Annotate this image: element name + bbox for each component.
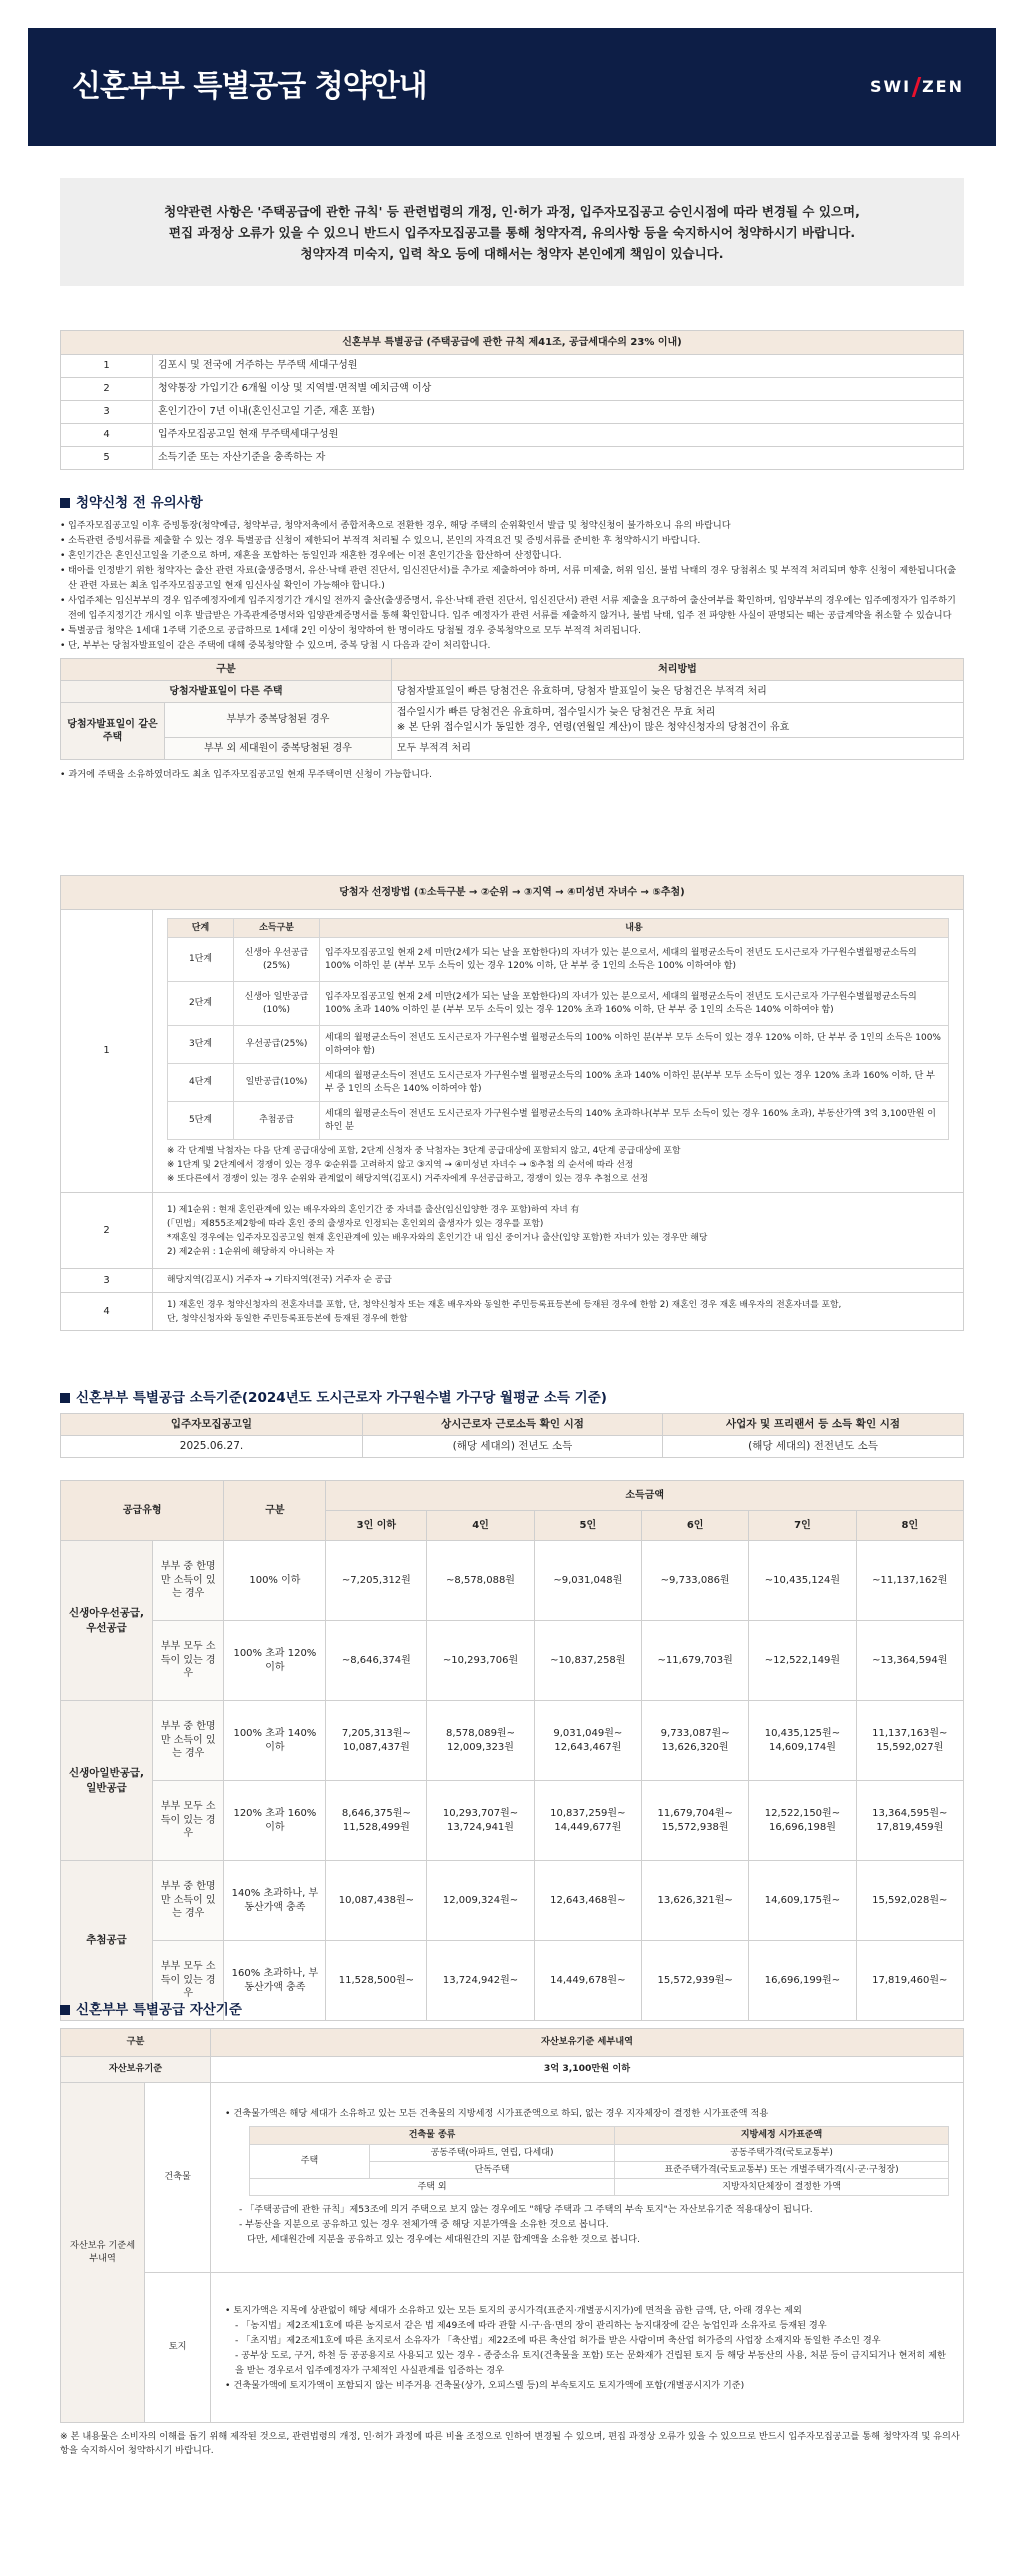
duplicate-win-table: 구분 처리방법 당첨자발표일이 다른 주택 당첨자발표일이 빠른 당첨건은 유효하며, 당첨자 발표일이 늦은 당첨건은 부적격 처리 당첨자발표일이 같은 주택 부부가 중복당첨된 경우 접수일시가 빠른 당첨건은 유효하며, 접수일시가 늦은 당첨건은 무효 처리 ※ 본 단위 접수일시가 동일한 경우, 연령(연월일 계산)이 많은 청약신청자의 당첨건이 유효 부부 외 세대원이 중복당첨된 경우 모두 부적격 처리 <box>60 658 964 760</box>
bottom-note: ※ 본 내용물은 소비자의 이해를 돕기 위해 제작된 것으로, 관련법령의 개정, 인·허가 과정에 따른 비율 조정으로 인하여 변경될 수 있으며, 편집 과정상 오류가 있을 수 있으므로 반드시 입주자모집공고를 통해 청약자격 및 유의사항을 숙지하시어 청약하시기 바랍니다. <box>60 2431 960 2456</box>
income-date-table: 입주자모집공고일 상시근로자 근로소득 확인 시점 사업자 및 프리랜서 등 소득 확인 시점 2025.06.27. (해당 세대의) 전년도 소득 (해당 세대의) 전전년도 소득 <box>60 1413 964 1458</box>
table-row: 부부 모두 소득이 있는 경우 160% 초과하나, 부동산가액 충족 11,528,500원~ 13,724,942원~ 14,449,678원~ 15,572,939원~ 16,696,199원~ 17,819,460원~ <box>61 1941 964 2021</box>
table-row: 부부 모두 소득이 있는 경우 100% 초과 120% 이하 ~8,646,374원 ~10,293,706원 ~10,837,258원 ~11,679,703원 ~12,522,149원 ~13,364,594원 <box>61 1621 964 1701</box>
precautions-section <box>60 493 964 782</box>
brand-logo: SWI ZEN <box>869 77 964 97</box>
asset-section <box>60 2000 964 2458</box>
notice-line: 편집 과정상 오류가 있을 수 있으니 반드시 입주자모집공고를 통해 청약자격, 유의사항 등을 숙지하시어 청약하시기 바랍니다. <box>168 224 856 240</box>
table-row: 추첨공급 부부 중 한명만 소득이 있는 경우 140% 초과하나, 부동산가액 충족 10,087,438원~ 12,009,324원~ 12,643,468원~ 13,626,321원~ 14,609,175원~ 15,592,028원~ <box>61 1861 964 1941</box>
list-item: • 소득관련 증빙서류를 제출할 수 있는 경우 특별공급 신청이 제한되어 부적격 처리될 수 있으니, 본인의 자격요건 및 증빙서류를 준비한 후 청약하시기 바랍니다. <box>60 533 964 548</box>
selection-section <box>60 875 964 1331</box>
list-item: • 사업주체는 임신부부의 경우 입주예정자에게 입주지정기간 개시일 전까지 출산(출생증명서, 유산·낙태 관련 진단서, 임신진단서) 관련 서류 제출을 요구하여 출산여부를 확인하며, 입양부부의 경우에는 입주예정자가 입주하기 전에 입주지정기간 개시일 이후 발급받은 가족관계증명서와 입양관계증명서를 통해 확인합니다. 입주 예정자가 관련 서류를 제출하지 않거나, 불법 낙태, 입주 전 파양한 사실이 판명되는 때는 공급계약을 취소할 수 있습니다 <box>60 593 964 623</box>
table-row: 부부 모두 소득이 있는 경우 120% 초과 160% 이하 8,646,375원~ 11,528,499원 10,293,707원~ 13,724,941원 10,837,259원~ 14,449,677원 11,679,704원~ 15,572,938원 12,522,150원~ 16,696,198원 13,364,595원~ 17,819,459원 <box>61 1781 964 1861</box>
table-row: 3 혼인기간이 7년 이내(혼인신고일 기준, 재혼 포함) <box>61 401 964 424</box>
table-row: 2 청약통장 가입기간 6개월 이상 및 지역별·면적별 예치금액 이상 <box>61 378 964 401</box>
income-section <box>60 1388 964 2021</box>
stage-table: 단계 소득구분 내용 1단계 신생아 우선공급(25%) 입주자모집공고일 현재 2세 미만(2세가 되는 날을 포함한다)의 자녀가 있는 분으로서, 세대의 월평균소득이 전년도 도시근로자 가구원수별월평균소득의 100% 이하인 분 (부부 모두 소득이 있는 경우 120% 이하, 단 부부 중 1인의 소득은 100% 이하여야 함) 2단계 신생아 일반공급(10%) 입주자모집공고일 현재 2세 미만(2세가 되는 날을 포함한다)의 자녀가 있는 분으로서, 세대의 월평균소득이 전년도 도시근로자 가구원수별월평균소득의 100% 초과 140% 이하인 분 (부부 모두 소득이 있는 경우 120% 초과 160% 이하, 단 부부 중 1인의 소득은 140% 이하여야 함) 3단계 우선공급(25%) 세대의 월평균소득이 전년도 도시근로자 가구원수별 월평균소득의 100% 이하인 분(부부 모두 소득이 있는 경우 120% 이하, 단 부부 중 1인의 소득은 100% 이하여야 함) 4단계 일반공급(10%) 세대의 월평균소득이 전년도 도시근로자 가구원수별 월평균소득의 100% 초과 140% 이하인 분(부부 모두 소득이 있는 경우 120% 초과 160% 이하, 단 부부 중 1인의 소득은 140% 이하여야 함) 5단계 추첨공급 세대의 월평균소득이 전년도 도시근로자 가구원수별 월평균소득의 140% 초과하나(부부 모두 소득이 있는 경우 160% 초과), 부동산가액 3억 3,100만원 이하인 분 <box>167 918 949 1140</box>
qualification-title: 신혼부부 특별공급 (주택공급에 관한 규칙 제41조, 공급세대수의 23% 이내) <box>61 331 964 355</box>
list-item: • 특별공급 청약은 1세대 1주택 기준으로 공급하므로 1세대 2인 이상이 청약하여 한 명이라도 당첨될 경우 중복청약으로 모두 부적격 처리됩니다. <box>60 623 964 638</box>
table-row: 5단계 추첨공급 세대의 월평균소득이 전년도 도시근로자 가구원수별 월평균소득의 140% 초과하나(부부 모두 소득이 있는 경우 160% 초과), 부동산가액 3억 3,100만원 이하인 분 <box>168 1102 949 1140</box>
income-table: 공급유형 구분 소득금액 3인 이하 4인 5인 6인 7인 8인 신생아우선공급, 우선공급 부부 중 한명만 소득이 있는 경우 100% 이하 ~7,205,312원 ~8,578,088원 ~9,031,048원 ~9,733,086원 ~10,435,124원 ~11,137,162원 부부 모두 소득이 있는 경우 100% 초과 120% 이하 ~8,646,374원 ~10,293,706원 ~10,837,258원 ~11,679,703원 ~12,522,149원 ~13,364,594원 신생아일반공급, 일반공급 부부 중 한명만 소득이 있는 경우 100% 초과 140% 이하 7,205,313원~ 10,087,437원 8,578,089원~ 12,009,323원 9,031,049원~ 12,643,467원 9,733,087원~ 13,626,320원 10,435,125원~ 14,609,174원 11,137,163원~ 15,592,027원 부부 모두 소득이 있는 경우 120% 초과 160% 이하 8,646,375원~ 11,528,499원 10,293,707원~ 13,724,941원 10,837,259원~ 14,449,677원 11,679,704원~ 15,572,938원 12,522,150원~ 16,696,198원 13,364,595원~ 17,819,459원 추첨공급 부부 중 한명만 소득이 있는 경우 140% 초과하나, 부동산가액 충족 10,087,438원~ 12,009,324원~ 12,643,468원~ 13,626,321원~ 14,609,175원~ 15,592,028원~ 부부 모두 소득이 있는 경우 160% 초과하나, 부동산가액 충족 11,528,500원~ 13,724,942원~ 14,449,678원~ 15,572,939원~ 16,696,199원~ 17,819,460원~ <box>60 1480 964 2021</box>
building-value-table: 건축물 종류 지방세정 시가표준액 주택 공동주택(아파트, 연립, 다세대) 공동주택가격(국토교통부) 단독주택 표준주택가격(국토교통부) 또는 개별주택가격(시·군·구청장) 주택 외 지방자치단체장이 결정한 가액 <box>249 2126 949 2196</box>
table-row: 신생아일반공급, 일반공급 부부 중 한명만 소득이 있는 경우 100% 초과 140% 이하 7,205,313원~ 10,087,437원 8,578,089원~ 12,009,323원 9,031,049원~ 12,643,467원 9,733,087원~ 13,626,320원 10,435,125원~ 14,609,174원 11,137,163원~ 15,592,027원 <box>61 1701 964 1781</box>
square-bullet-icon <box>60 498 70 508</box>
selection-table: 당첨자 선정방법 (①소득구분 → ②순위 → ③지역 → ④미성년 자녀수 → ⑤추첨) 1 단계 소득구분 내용 1단계 신생아 우선공급(25%) 입주자모집공고일 현재 2세 미만(2세가 되는 날을 포함한다)의 자녀가 있는 분으로서, 세대의 월평균소득이 전년도 도시근로자 가구원수별월평균소득의 100% 이하인 분 (부부 모두 소득이 있는 경우 120% 이하, 단 부부 중 1인의 소득은 100% 이하여야 함) 2단계 신생아 일반공급(10%) 입주자모집공고일 현재 2세 미만(2세가 되는 날을 포함한다)의 자녀가 있는 분으로서, 세대의 월평균소득이 전년도 도시근로자 가구원수별월평균소득의 100% 초과 140% 이하인 분 (부부 모두 소득이 있는 경우 120% 초과 160% 이하, 단 부부 중 1인의 소득은 140% 이하여야 함) 3단계 우선공급(25%) 세대의 월평균소득이 전년도 도시근로자 가구원수별 월평균소득의 100% 이하인 분(부부 모두 소득이 있는 경우 120% 이하, 단 부부 중 1인의 소득은 100% 이하여야 함) 4단계 일반공급(10%) 세대의 월평균소득이 전년도 도시근로자 가구원수별 월평균소득의 100% 초과 140% 이하인 분(부부 모두 소득이 있는 경우 120% 초과 160% 이하, 단 부부 중 1인의 소득은 140% 이하여야 함) 5단계 추첨공급 세대의 월평균소득이 전년도 도시근로자 가구원수별 월평균소득의 140% 초과하나(부부 모두 소득이 있는 경우 160% 초과), 부동산가액 3억 3,100만원 이하인 분 ※ 각 단계별 낙첨자는 다음 단계 공급대상에 포함, 2단계 신청자 중 낙첨자는 3단계 공급대상에 포함되지 않고, 4단계 공급대상에 포함 ※ 1단계 및 2단계에서 경쟁이 있는 경우 ②순위를 고려하지 않고 ③지역 → ④미성년 자녀수 → ⑤추첨 의 순서에 따라 선정 ※ 또다른에서 경쟁이 있는 경우 순위와 관계없이 해당지역(김포시) 거주자에게 우선공급하고, 경쟁이 있는 경우 추첨으로 선정 2 1) 제1순위 : 현재 혼인관계에 있는 배우자와의 혼인기간 중 자녀를 출산(임신입양한 경우 포함)하여 자녀 有 (「민법」제855조제2항에 따라 혼인 중의 출생자로 인정되는 혼인외의 출생자가 있는 경우를 포함) *재혼일 경우에는 입주자모집공고일 현재 혼인관계에 있는 배우자와의 혼인기간 내 임신 중이거나 출산(입양 포함)한 자녀가 있는 경우만 해당 2) 제2순위 : 1순위에 해당하지 아니하는 자 3 해당지역(김포시) 거주자 → 기타지역(전국) 거주자 순 공급 4 1) 재혼인 경우 청약신청자의 전혼자녀를 포함, 단, 청약신청자 또는 재혼 배우자와 동일한 주민등록표등본에 등재된 경우에 한함 2) 재혼인 경우 재혼 배우자의 전혼자녀를 포함, 단, 청약신청자와 동일한 주민등록표등본에 등재된 경우에 한함 <box>60 875 964 1331</box>
table-row: 4단계 일반공급(10%) 세대의 월평균소득이 전년도 도시근로자 가구원수별 월평균소득의 100% 초과 140% 이하인 분(부부 모두 소득이 있는 경우 120% 초과 160% 이하, 단 부부 중 1인의 소득은 140% 이하여야 함) <box>168 1064 949 1102</box>
section-heading: 신혼부부 특별공급 자산기준 <box>60 2000 964 2020</box>
footnote: • 과거에 주택을 소유하였더라도 최초 입주자모집공고일 현재 무주택이면 신청이 가능합니다. <box>60 769 432 780</box>
notice-line: 청약자격 미숙지, 입력 착오 등에 대해서는 청약자 본인에게 책임이 있습니다. <box>300 245 724 261</box>
logo-slash-icon <box>912 77 921 97</box>
section-heading: 신혼부부 특별공급 소득기준(2024년도 도시근로자 가구원수별 가구당 월평균 소득 기준) <box>60 1388 964 1408</box>
table-row: 3단계 우선공급(25%) 세대의 월평균소득이 전년도 도시근로자 가구원수별 월평균소득의 100% 이하인 분(부부 모두 소득이 있는 경우 120% 이하, 단 부부 중 1인의 소득은 100% 이하여야 함) <box>168 1026 949 1064</box>
selection-title: 당첨자 선정방법 (①소득구분 → ②순위 → ③지역 → ④미성년 자녀수 → ⑤추첨) <box>61 876 964 910</box>
qualification-section <box>60 330 964 470</box>
list-item: • 단, 부부는 당첨자발표일이 같은 주택에 대해 중복청약할 수 있으며, 중복 당첨 시 다음과 같이 처리합니다. <box>60 638 964 653</box>
disclaimer-box <box>60 178 964 286</box>
table-row: 신생아우선공급, 우선공급 부부 중 한명만 소득이 있는 경우 100% 이하 ~7,205,312원 ~8,578,088원 ~9,031,048원 ~9,733,086원 ~10,435,124원 ~11,137,162원 <box>61 1541 964 1621</box>
asset-table: 구분 자산보유기준 세부내역 자산보유기준 3억 3,100만원 이하 자산보유 기준세부내역 건축물 • 건축물가액은 해당 세대가 소유하고 있는 모든 건축물의 지방세정 시가표준액으로 하되, 없는 경우 지자체장이 결정한 시가표준액 적용 건축물 종류 지방세정 시가표준액 주택 공동주택(아파트, 연립, 다세대) 공동주택가격(국토교통부) 단독주택 표준주택가격(국토교통부) 또는 개별주택가격(시·군·구청장) 주택 외 지방자치단체장이 결정한 가액 - 「주택공급에 관한 규칙」제53조에 의거 주택으로 보지 않는 경우에도 "해당 주택과 그 주택의 부속 토지"는 자산보유기준 적용대상이 됩니다. - 부동산을 지분으로 공유하고 있는 경우 전체가액 중 해당 지분가액을 소유한 것으로 봅니다. 다만, 세대원간에 지분을 공유하고 있는 경우에는 세대원간의 지분 합계액을 소유한 것으로 봅니다. 토지 • 토지가액은 지목에 상관없이 해당 세대가 소유하고 있는 모든 토지의 공시가격(표준지·개별공시지가)에 면적을 곱한 금액, 단, 아래 경우는 제외 - 「농지법」제2조제1호에 따른 농지로서 같은 법 제49조에 따라 관할 시·구·읍·면의 장이 관리하는 농지대장에 같은 농업인과 소유자로 등재된 경우 - 「초지법」제2조제1호에 따른 초지로서 소유자가 「축산법」제22조에 따른 축산업 허가를 받은 사람이며 축산업 허가증의 사업장 소재지와 동일한 주소인 경우 - 공부상 도로, 구거, 하천 등 공공용지로 사용되고 있는 경우 - 종중소유 토지(건축물을 포함) 또는 문화재가 건립된 토지 등 해당 부동산의 사용, 처분 등이 금지되거나 현저히 제한을 받는 경우로서 입주예정자가 구체적인 사실관계를 입증하는 경우 • 건축물가액에 토지가액이 포함되지 않는 비주거용 건축물(상가, 오피스텔 등)의 부속토지도 토지가액에 포함(개별공시지가 기준) <box>60 2028 964 2423</box>
table-row: 1 김포시 및 전국에 거주하는 무주택 세대구성원 <box>61 355 964 378</box>
page-header <box>28 28 996 146</box>
section-heading: 청약신청 전 유의사항 <box>60 493 964 513</box>
table-row: 2단계 신생아 일반공급(10%) 입주자모집공고일 현재 2세 미만(2세가 되는 날을 포함한다)의 자녀가 있는 분으로서, 세대의 월평균소득이 전년도 도시근로자 가구원수별월평균소득의 100% 초과 140% 이하인 분 (부부 모두 소득이 있는 경우 120% 초과 160% 이하, 단 부부 중 1인의 소득은 140% 이하여야 함) <box>168 982 949 1026</box>
list-item: • 입주자모집공고일 이후 증빙통장(청약예금, 청약부금, 청약저축에서 종합저축으로 전환한 경우, 해당 주택의 순위확인서 발급 및 청약신청이 불가하오니 유의 바랍니다 <box>60 518 964 533</box>
table-row: 4 입주자모집공고일 현재 무주택세대구성원 <box>61 424 964 447</box>
list-item: • 태아를 인정받기 위한 청약자는 출산 관련 자료(출생증명서, 유산·낙태 관련 진단서, 임신진단서)를 추가로 제출하여야 하며, 서류 미제출, 허위 임신, 불법 낙태의 경우 당첨취소 및 부적격 처리되며 향후 신청이 제한됩니다(출산 관련 자료는 최초 입주자모집공고일 현재 임신사실 확인이 가능해야 합니다.) <box>60 563 964 593</box>
square-bullet-icon <box>60 2005 70 2015</box>
notice-line: 청약관련 사항은 '주택공급에 관한 규칙' 등 관련법령의 개정, 인·허가 과정, 입주자모집공고 승인시점에 따라 변경될 수 있으며, <box>164 203 860 219</box>
qualification-table <box>60 330 964 470</box>
table-row: 5 소득기준 또는 자산기준을 충족하는 자 <box>61 447 964 470</box>
page-title: 신혼부부 특별공급 청약안내 <box>72 68 427 104</box>
list-item: • 혼인기간은 혼인신고일을 기준으로 하며, 재혼을 포함하는 동일인과 재혼한 경우에는 이전 혼인기간을 합산하여 산정합니다. <box>60 548 964 563</box>
square-bullet-icon <box>60 1393 70 1403</box>
table-row: 1단계 신생아 우선공급(25%) 입주자모집공고일 현재 2세 미만(2세가 되는 날을 포함한다)의 자녀가 있는 분으로서, 세대의 월평균소득이 전년도 도시근로자 가구원수별월평균소득의 100% 이하인 분 (부부 모두 소득이 있는 경우 120% 이하, 단 부부 중 1인의 소득은 100% 이하여야 함) <box>168 938 949 982</box>
